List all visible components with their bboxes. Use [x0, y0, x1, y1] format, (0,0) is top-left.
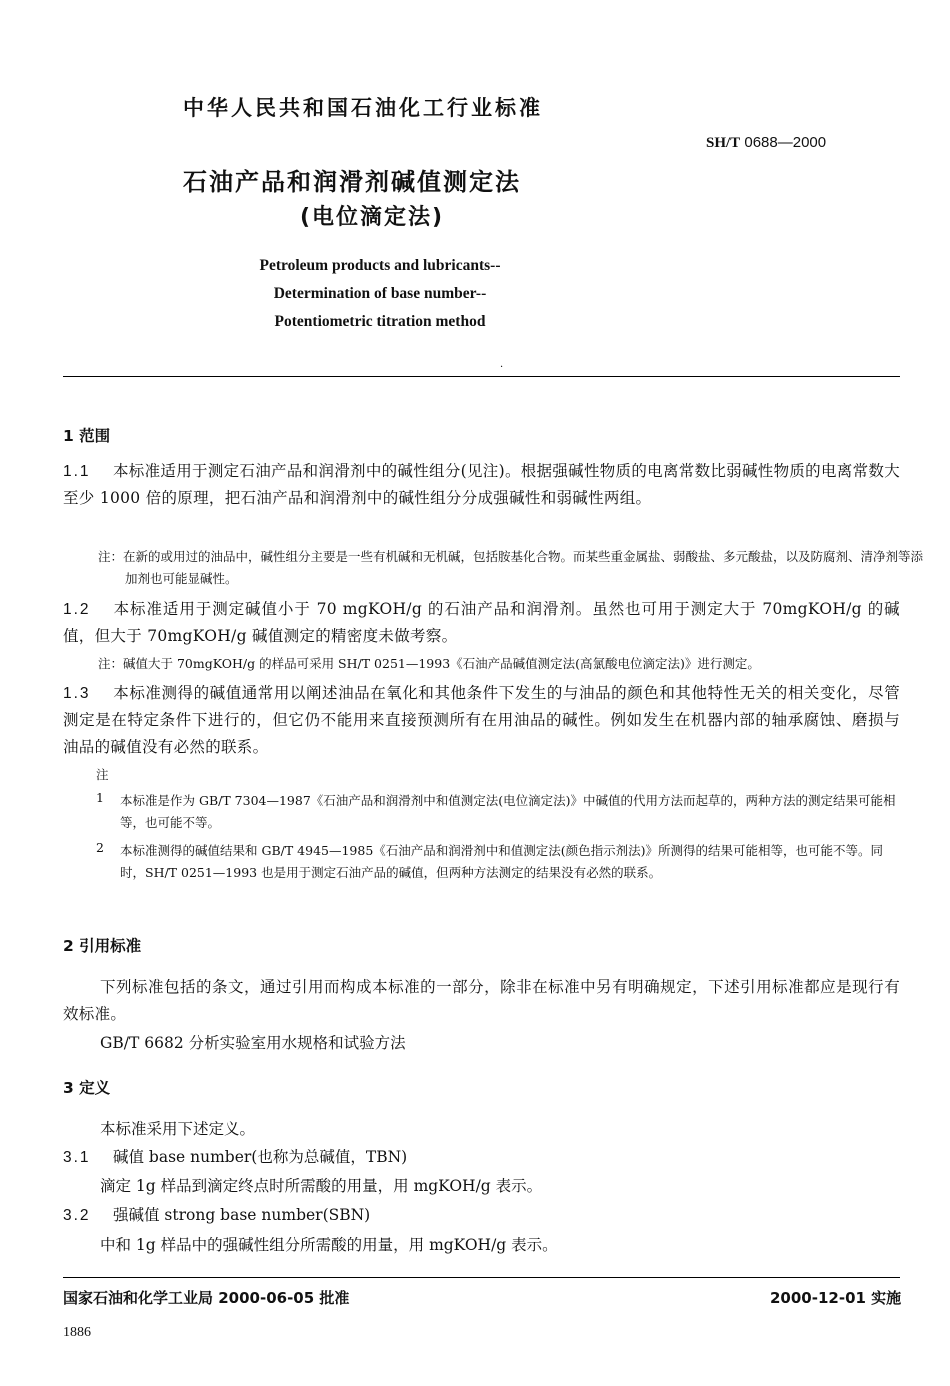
- notes-label: 注: [96, 767, 109, 782]
- definition-term: 强碱值 strong base number(SBN): [113, 1206, 371, 1224]
- title-en-line-2: Determination of base number--: [273, 285, 487, 302]
- section-1-heading: 1 范围: [63, 427, 111, 445]
- title-en-line-3: Potentiometric titration method: [274, 313, 486, 330]
- clause-number: 1.3: [63, 685, 91, 702]
- standard-code-prefix: SH/T: [706, 135, 741, 151]
- section-2-paragraph: 下列标准包括的条文，通过引用而构成本标准的一部分，除非在标准中另有明确规定，下述引用标准都应是现行有效标准。: [63, 978, 900, 1023]
- implementation-date: 2000-12-01 实施: [770, 1289, 902, 1307]
- note-1-1: 注：在新的或用过的油品中，碱性组分主要是一些有机碱和无机碱，包括胺基化合物。而某些重金属盐、弱酸盐、多元酸盐，以及防腐剂、清净剂等添加剂也可能显碱性。: [98, 549, 924, 586]
- clause-number: 1.2: [63, 601, 91, 618]
- clause-1-2: [63, 596, 900, 650]
- title-en-line-1: Petroleum products and lubricants--: [259, 257, 501, 274]
- standard-code-number: 0688—2000: [744, 134, 827, 151]
- authority-line: 中华人民共和国石油化工行业标准: [183, 96, 543, 120]
- note-b-number: 2: [96, 840, 104, 855]
- definition-3-1-term: [63, 1144, 407, 1171]
- standard-code: [706, 134, 826, 152]
- title-cn-main: 石油产品和润滑剂碱值测定法: [183, 168, 521, 196]
- clause-number: 3.1: [63, 1149, 91, 1166]
- clause-1-1: [63, 458, 900, 512]
- note-b-text: 本标准测得的碱值结果和 GB/T 4945—1985《石油产品和润滑剂中和值测定法(颜色指示剂法)》所测得的结果可能相等，也可能不等。同时，SH/T 0251—1993 也是用于测定石油产品的碱值，但两种方法测定的结果没有必然的联系。: [120, 843, 884, 880]
- definition-3-2-text: 中和 1g 样品中的强碱性组分所需酸的用量，用 mgKOH/g 表示。: [100, 1236, 558, 1254]
- header-divider: [63, 376, 900, 377]
- clause-text: 本标准适用于测定石油产品和润滑剂中的碱性组分(见注)。根据强碱性物质的电离常数比弱碱性物质的电离常数大至少 1000 倍的原理，把石油产品和润滑剂中的碱性组分分成强碱性和弱碱性两组。: [63, 462, 900, 507]
- clause-text: 本标准适用于测定碱值小于 70 mgKOH/g 的石油产品和润滑剂。虽然也可用于测定大于 70mgKOH/g 的碱值，但大于 70mgKOH/g 碱值测定的精密度未做考察。: [63, 600, 900, 645]
- footer-divider: [63, 1277, 900, 1278]
- definition-term: 碱值 base number(也称为总碱值，TBN): [113, 1148, 408, 1166]
- stray-mark: ·: [500, 362, 504, 373]
- clause-number: 1.1: [63, 463, 91, 480]
- page-number: 1886: [63, 1325, 91, 1340]
- title-cn-sub: (电位滴定法): [300, 205, 445, 230]
- section-2-heading: 2 引用标准: [63, 937, 142, 955]
- note-1-2: 注：碱值大于 70mgKOH/g 的样品可采用 SH/T 0251—1993《石油产品碱值测定法(高氯酸电位滴定法)》进行测定。: [98, 656, 760, 671]
- approval-line: 国家石油和化学工业局 2000-06-05 批准: [63, 1289, 350, 1307]
- note-a-text: 本标准是作为 GB/T 7304—1987《石油产品和润滑剂中和值测定法(电位滴定法)》中碱值的代用方法而起草的，两种方法的测定结果可能相等，也可能不等。: [120, 793, 896, 830]
- clause-number: 3.2: [63, 1207, 91, 1224]
- clause-text: 本标准测得的碱值通常用以阐述油品在氧化和其他条件下发生的与油品的颜色和其他特性无关的相关变化，尽管测定是在特定条件下进行的，但它仍不能用来直接预测所有在用油品的碱性。例如发生在机器内部的轴承腐蚀、磨损与油品的碱值没有必然的联系。: [63, 684, 900, 756]
- reference-gb-t-6682: GB/T 6682 分析实验室用水规格和试验方法: [100, 1034, 406, 1052]
- definition-3-1-text: 滴定 1g 样品到滴定终点时所需酸的用量，用 mgKOH/g 表示。: [100, 1177, 543, 1195]
- clause-1-3: [63, 680, 900, 761]
- section-3-heading: 3 定义: [63, 1079, 111, 1097]
- section-3-intro: 本标准采用下述定义。: [100, 1120, 256, 1138]
- note-a-number: 1: [96, 790, 104, 805]
- definition-3-2-term: [63, 1202, 370, 1229]
